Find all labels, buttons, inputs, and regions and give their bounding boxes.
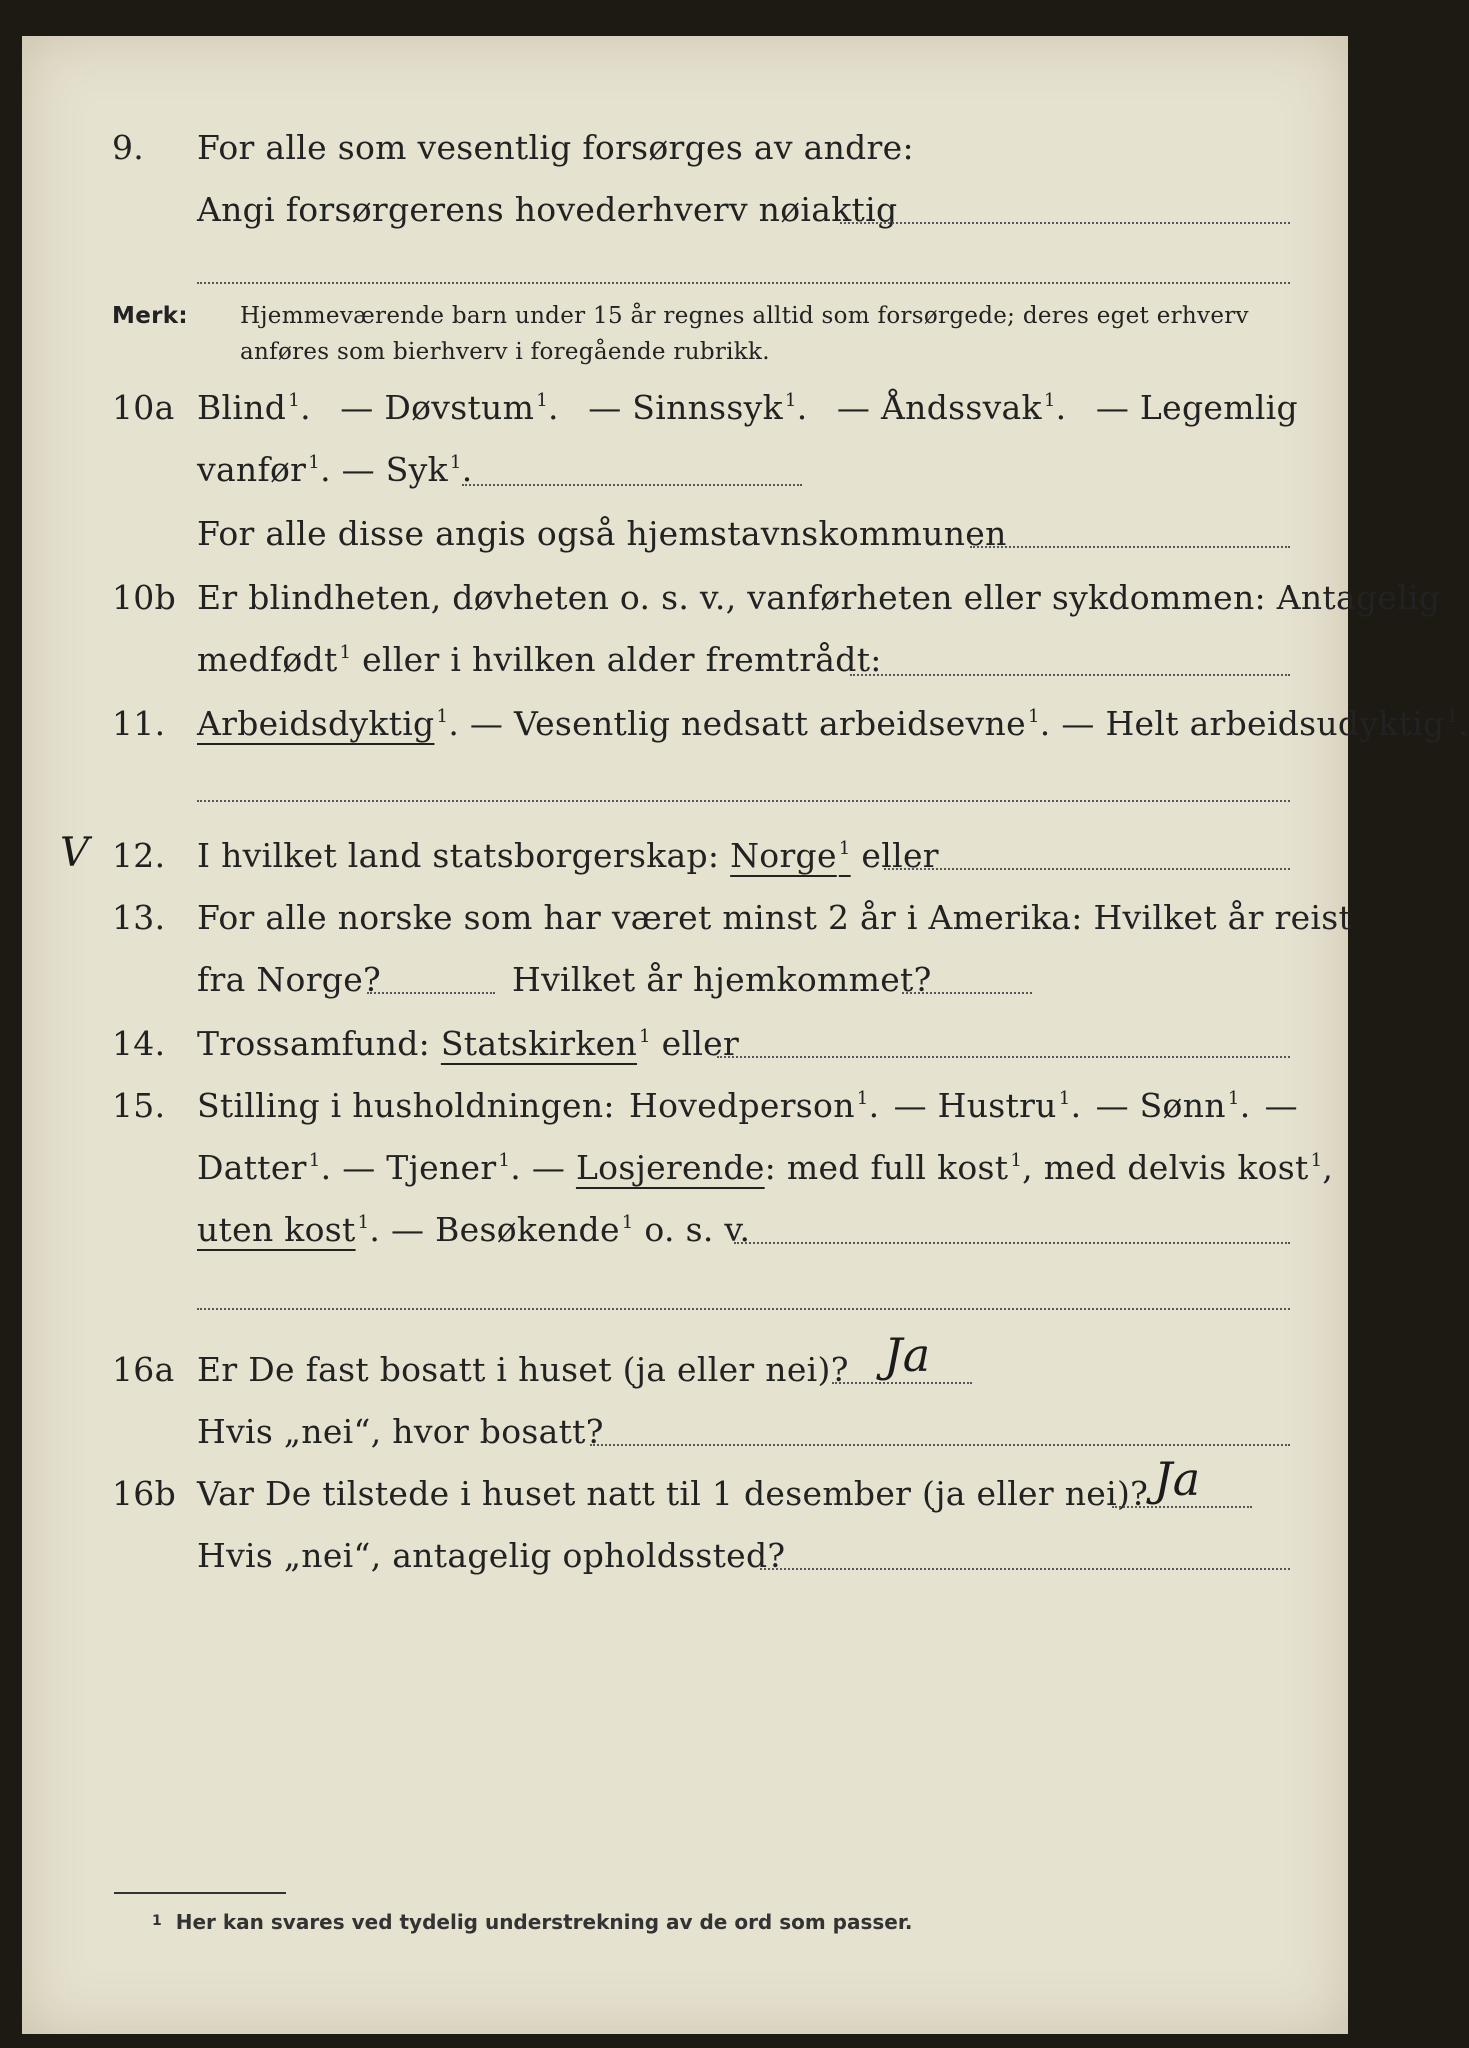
q11-number: 11.: [112, 704, 166, 743]
q10a-vanfor-syk[interactable]: vanfør $^1$. — Syk $^1$.: [197, 450, 473, 489]
q11-options: Arbeidsdyktig $^1$. — Vesentlig nedsatt arbeidsevne $^1$. — Helt arbeidsudyktig $^1$.: [197, 704, 1469, 743]
q12-text: I hvilket land statsborgerskap: Norge $^1$ eller: [197, 836, 939, 875]
q15-answer-line-2[interactable]: [197, 1308, 1290, 1310]
q9-text2: Angi forsørgerens hovederhverv nøiaktig: [197, 190, 898, 229]
footnote-divider: [114, 1892, 286, 1894]
q10a-sinnssyk[interactable]: — Sinnssyk $^1$.: [588, 388, 808, 427]
q15-sonn[interactable]: — Sønn $^1$.: [1095, 1086, 1251, 1125]
q13-fra-norge: fra Norge?: [197, 960, 382, 999]
q16a-bosatt-line[interactable]: [590, 1444, 1290, 1446]
q10a-answer-line[interactable]: [462, 484, 802, 486]
q10b-number: 10b: [112, 578, 177, 617]
q14-answer-line[interactable]: [717, 1056, 1290, 1058]
merk-line1: Hjemmeværende barn under 15 år regnes alltid som forsørgede; deres eget erhverv: [240, 303, 1249, 329]
footnote: [152, 1910, 912, 1934]
q16b-text2: Hvis „nei“, antagelig opholdssted?: [197, 1536, 786, 1575]
q13-reist-line[interactable]: [367, 992, 495, 994]
q16a-answer-line[interactable]: [832, 1382, 972, 1384]
q13-hjemkommet: Hvilket år hjemkommet?: [512, 960, 932, 999]
q12-number: 12.: [112, 836, 166, 875]
q11-arbeidsdyktig-underlined[interactable]: Arbeidsdyktig: [197, 704, 435, 743]
q16a-number: 16a: [112, 1350, 175, 1389]
q12-norge-underlined[interactable]: Norge $^1$: [730, 836, 851, 875]
check-mark-handwritten: V: [60, 830, 90, 876]
q15-options-3: uten kost $^1$. — Besøkende $^1$ o. s. v.: [197, 1210, 751, 1249]
q12-answer-line[interactable]: [884, 868, 1290, 870]
footnote-mark: 1: [152, 1913, 162, 1929]
q10a-dovstum[interactable]: — Døvstum $^1$.: [340, 388, 559, 427]
footnote-text: Her kan svares ved tydelig understrekning av de ord som passer.: [175, 1910, 913, 1934]
q10b-text: Er blindheten, døvheten o. s. v., vanførheten eller sykdommen: Antagelig: [197, 578, 1441, 617]
q15-number: 15.: [112, 1086, 166, 1125]
merk-label: Merk:: [112, 303, 188, 329]
q10a-legemlig[interactable]: — Legemlig: [1095, 388, 1298, 427]
q10a-hjemstavn-line[interactable]: [970, 546, 1290, 548]
q15-uten-kost-underlined[interactable]: uten kost: [197, 1210, 356, 1249]
q16b-opholdssted-line[interactable]: [760, 1568, 1290, 1570]
q13-text: For alle norske som har været minst 2 år i Amerika: Hvilket år reist: [197, 898, 1353, 937]
q14-text: Trossamfund: Statskirken $^1$ eller: [197, 1024, 740, 1063]
q9-answer-line-2[interactable]: [197, 282, 1290, 284]
q9-text: For alle som vesentlig forsørges av andre:: [197, 128, 914, 167]
q10a-number: 10a: [112, 388, 175, 427]
q15-options-2: Datter $^1$. — Tjener $^1$. — Losjerende: med full kost $^1$, med delvis kost $^1$,: [197, 1148, 1334, 1187]
q16a-handwritten-answer: Ja: [884, 1328, 931, 1382]
q11-answer-line[interactable]: [197, 800, 1290, 802]
q13-number: 13.: [112, 898, 166, 937]
q15-answer-line[interactable]: [734, 1242, 1290, 1244]
q14-statskirken-underlined[interactable]: Statskirken: [440, 1024, 638, 1063]
q9-answer-line[interactable]: [840, 222, 1290, 224]
q16b-answer-line[interactable]: [1112, 1506, 1252, 1508]
q15-losjerende-underlined[interactable]: Losjerende: [575, 1148, 765, 1187]
q16b-number: 16b: [112, 1474, 177, 1513]
q16a-text2: Hvis „nei“, hvor bosatt?: [197, 1412, 604, 1451]
q15-hovedperson[interactable]: Hovedperson $^1$.: [629, 1086, 880, 1125]
q10a-options: [197, 388, 1298, 427]
q16b-text: Var De tilstede i huset natt til 1 desember (ja eller nei)?: [197, 1474, 1149, 1513]
q10b-answer-line[interactable]: [850, 674, 1290, 676]
q9-number: 9.: [112, 128, 145, 167]
q15-options-1: Stilling i husholdningen: Hovedperson $^1$. — Hustru $^1$. — Sønn $^1$. —: [197, 1086, 1298, 1125]
q11-nedsatt[interactable]: . — Vesentlig nedsatt arbeidsevne: [448, 704, 1026, 743]
q10a-andssvak[interactable]: — Åndssvak $^1$.: [836, 388, 1067, 427]
q10b-text2: medfødt $^1$ eller i hvilken alder fremtrådt:: [197, 640, 882, 679]
merk-line2: anføres som bierhverv i foregående rubrikk.: [240, 339, 770, 365]
q10a-hjemstavn: For alle disse angis også hjemstavnskommunen: [197, 514, 1007, 553]
q15-hustru[interactable]: — Hustru $^1$.: [893, 1086, 1082, 1125]
q16b-handwritten-answer: Ja: [1154, 1452, 1201, 1506]
q13-hjemkommet-line[interactable]: [902, 992, 1032, 994]
q11-udyktig[interactable]: . — Helt arbeidsudyktig: [1039, 704, 1445, 743]
q16a-text: Er De fast bosatt i huset (ja eller nei)?: [197, 1350, 849, 1389]
q10a-blind[interactable]: Blind $^1$.: [197, 388, 311, 427]
census-form-page: [22, 36, 1469, 2034]
q14-number: 14.: [112, 1024, 166, 1063]
